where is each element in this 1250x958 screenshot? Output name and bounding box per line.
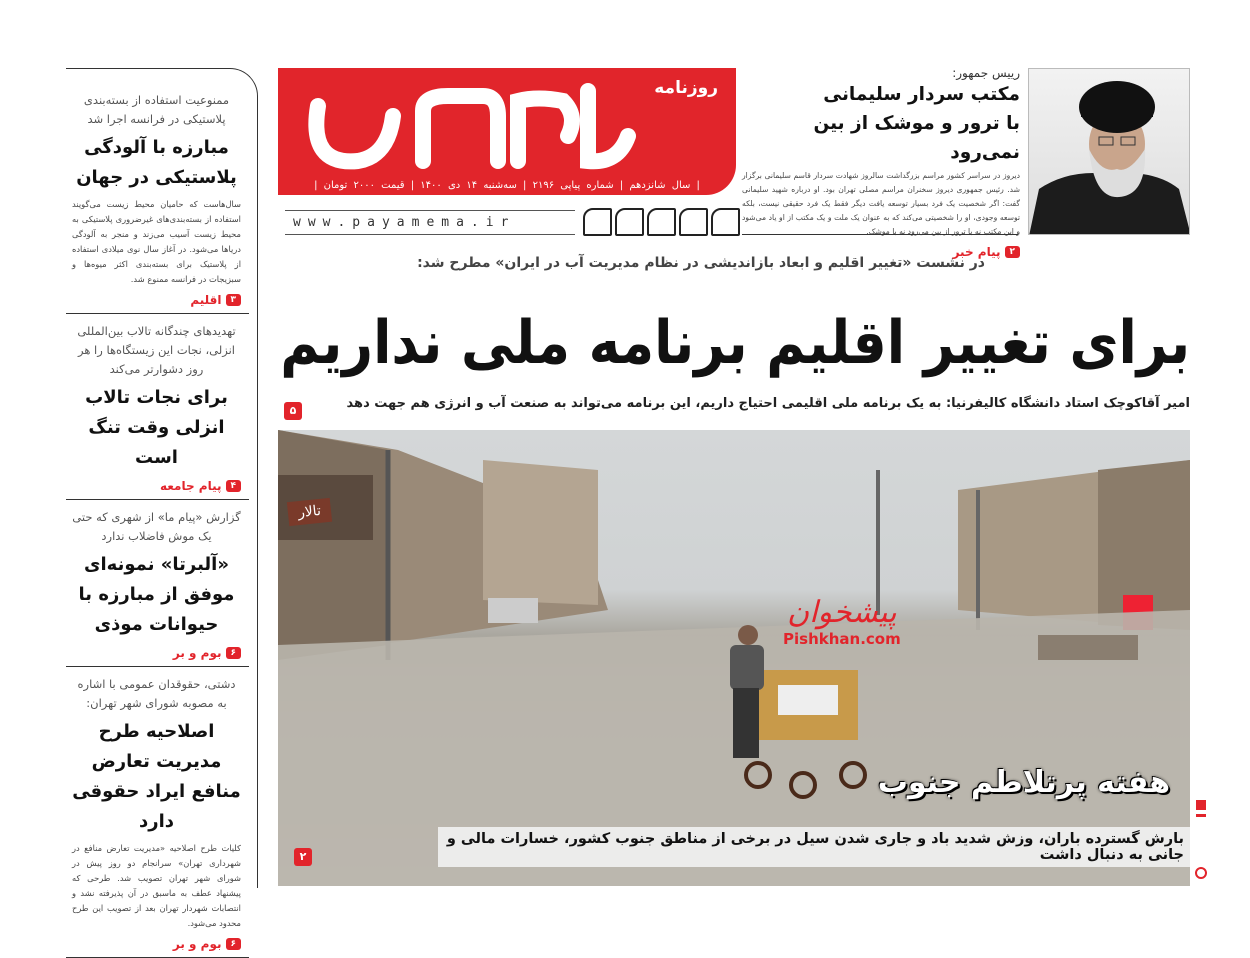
red-bar-icon (1196, 814, 1206, 817)
photo-page-number[interactable]: ۲ (294, 848, 312, 866)
main-photo[interactable] (278, 430, 1190, 886)
left-story-plastic[interactable] (66, 69, 249, 314)
section-tag[interactable] (72, 646, 241, 660)
page-number: ۶ (226, 938, 242, 950)
left-story-conflict[interactable] (66, 667, 249, 958)
main-kicker: در نشست «تغییر اقلیم و ابعاد بازاندیشی در نظام مدیریت آب در ایران» مطرح شد: (417, 255, 985, 271)
divider (742, 234, 1018, 235)
photo-headline[interactable]: هفته پرتلاطم جنوب (877, 765, 1170, 800)
shop-sign: تالار (287, 498, 332, 526)
main-headline[interactable]: برای تغییر اقلیم برنامه ملی نداریم (280, 308, 1190, 378)
story-body: کلیات طرح اصلاحیه «مدیریت تعارض منافع در شهرداری تهران» سرانجام دو روز پیش در شورای شهر تهران تصویب شد. طرحی که پیشنهاد عطف به ماسبق در آن پذیرفته نشد و انتصابات شهردار تهران بعد از تصویب این طرح محدود می‌شود. (72, 843, 241, 928)
left-story-anzali[interactable] (66, 314, 249, 500)
agency-logo-icon (1195, 867, 1207, 879)
main-subhead: امیر آقاکوچک استاد دانشگاه کالیفرنیا: به یک برنامه ملی اقلیمی احتیاج داریم، این برنامه می‌تواند به صنعت آب و انرژی هم جهت دهد (346, 396, 1190, 411)
story-headline[interactable]: مبارزه با آلودگی پلاستیکی در جهان (76, 137, 237, 188)
story-body: دیروز در سراسر کشور مراسم بزرگداشت سالروز شهادت سردار قاسم سلیمانی برگزار شد. رئیس جمهوری دیروز سخنران مراسم مصلی تهران بود. او درباره شهید سلیمانی گفت: اگر شخصیت یک فرد بسیار توسعه یافت دیگر فقط یک فرد حقیقی نیست، بلکه توسعه وجودی، او را شخصیتی می‌کند که به عنوان یک ملت و یک مکتب از او یاد می‌شود و این مکتب نه با ترور از بین می‌رود نه با موشک. (742, 171, 1020, 236)
page-number: ۳ (226, 294, 242, 306)
story-kicker: گزارش «پیام ما» از شهری که حتی یک موش فاضلاب ندارد (72, 510, 241, 543)
main-page-number[interactable]: ۵ (284, 402, 302, 420)
section-name: اقلیم (190, 293, 222, 307)
page-number: ۴ (226, 480, 242, 492)
page-number: ۶ (226, 647, 242, 659)
section-tag[interactable] (72, 479, 241, 493)
watermark (783, 595, 901, 648)
section-name: بوم و بر (172, 646, 222, 660)
story-kicker: دشتی، حقوقدان عمومی با اشاره به مصوبه شورای شهر تهران: (77, 677, 236, 710)
red-mark-icon (1196, 800, 1206, 810)
section-name: پیام خبر (952, 245, 1001, 259)
website-link[interactable]: www.payamema.ir (285, 210, 575, 235)
section-name: بوم و بر (172, 937, 222, 951)
story-headline[interactable]: اصلاحیه طرح مدیریت تعارض منافع ایراد حقوقی دارد (72, 721, 241, 832)
story-headline[interactable]: «آلبرتا» نمونه‌ای موفق از مبارزه با حیوانات موذی (78, 554, 235, 635)
left-column (66, 68, 258, 951)
story-headline[interactable]: مکتب سردار سلیمانی (823, 84, 1020, 105)
story-kicker: تهدیدهای چندگانه تالاب بین‌المللی انزلی، نجات این زیستگاه‌ها را هر روز دشوارتر می‌کند (77, 324, 236, 376)
section-tag[interactable] (72, 937, 241, 951)
story-kicker: رییس جمهور: (952, 66, 1020, 80)
side-strip (1193, 800, 1209, 890)
main-headline-box (280, 298, 1190, 390)
masthead-prefix: روزنامه (654, 78, 718, 98)
story-body: سال‌هاست که حامیان محیط زیست می‌گویند استفاده از بسته‌بندی‌های غیرضروری پلاستیکی به محیط زیست آسیب می‌زند و منجر به آلودگی دریاها می‌شود. در آغاز سال نوی میلادی استفاده از پلاستیک برای بسته‌بندی اکثر میوه‌ها و سبزیجات در فرانسه ممنوع شد. (72, 199, 241, 284)
story-headline[interactable]: برای نجات تالاب انزلی وقت تنگ است (85, 387, 228, 468)
flood-scene-icon (278, 430, 1190, 886)
logo-boxes-icon (583, 208, 740, 236)
watermark-en: Pishkhan.com (783, 630, 901, 648)
section-name: پیام جامعه (159, 479, 222, 493)
top-story[interactable] (742, 66, 1020, 259)
watermark-fa: پیشخوان (787, 595, 897, 630)
masthead-logo[interactable] (278, 68, 736, 195)
page-number: ۲ (1005, 246, 1021, 258)
photo-caption: بارش گسترده باران، وزش شدید باد و جاری شدن سیل در برخی از مناطق جنوب کشور، خسارات مالی و جانی به دنبال داشت (438, 827, 1190, 867)
story-kicker: ممنوعیت استفاده از بسته‌بندی پلاستیکی در فرانسه اجرا شد (83, 93, 230, 126)
story-headline-line2[interactable]: با ترور و موشک از بین نمی‌رود (813, 113, 1020, 163)
section-tag[interactable] (72, 293, 241, 307)
portrait-photo (1028, 68, 1190, 235)
left-story-alberta[interactable] (66, 500, 249, 667)
logo-mark-icon (298, 76, 638, 176)
issue-info: | سال شانزدهم | شماره پیاپی ۲۱۹۶ | سه‌شنبه ۱۴ دی ۱۴۰۰ | قیمت ۲۰۰۰ تومان | (314, 180, 700, 191)
